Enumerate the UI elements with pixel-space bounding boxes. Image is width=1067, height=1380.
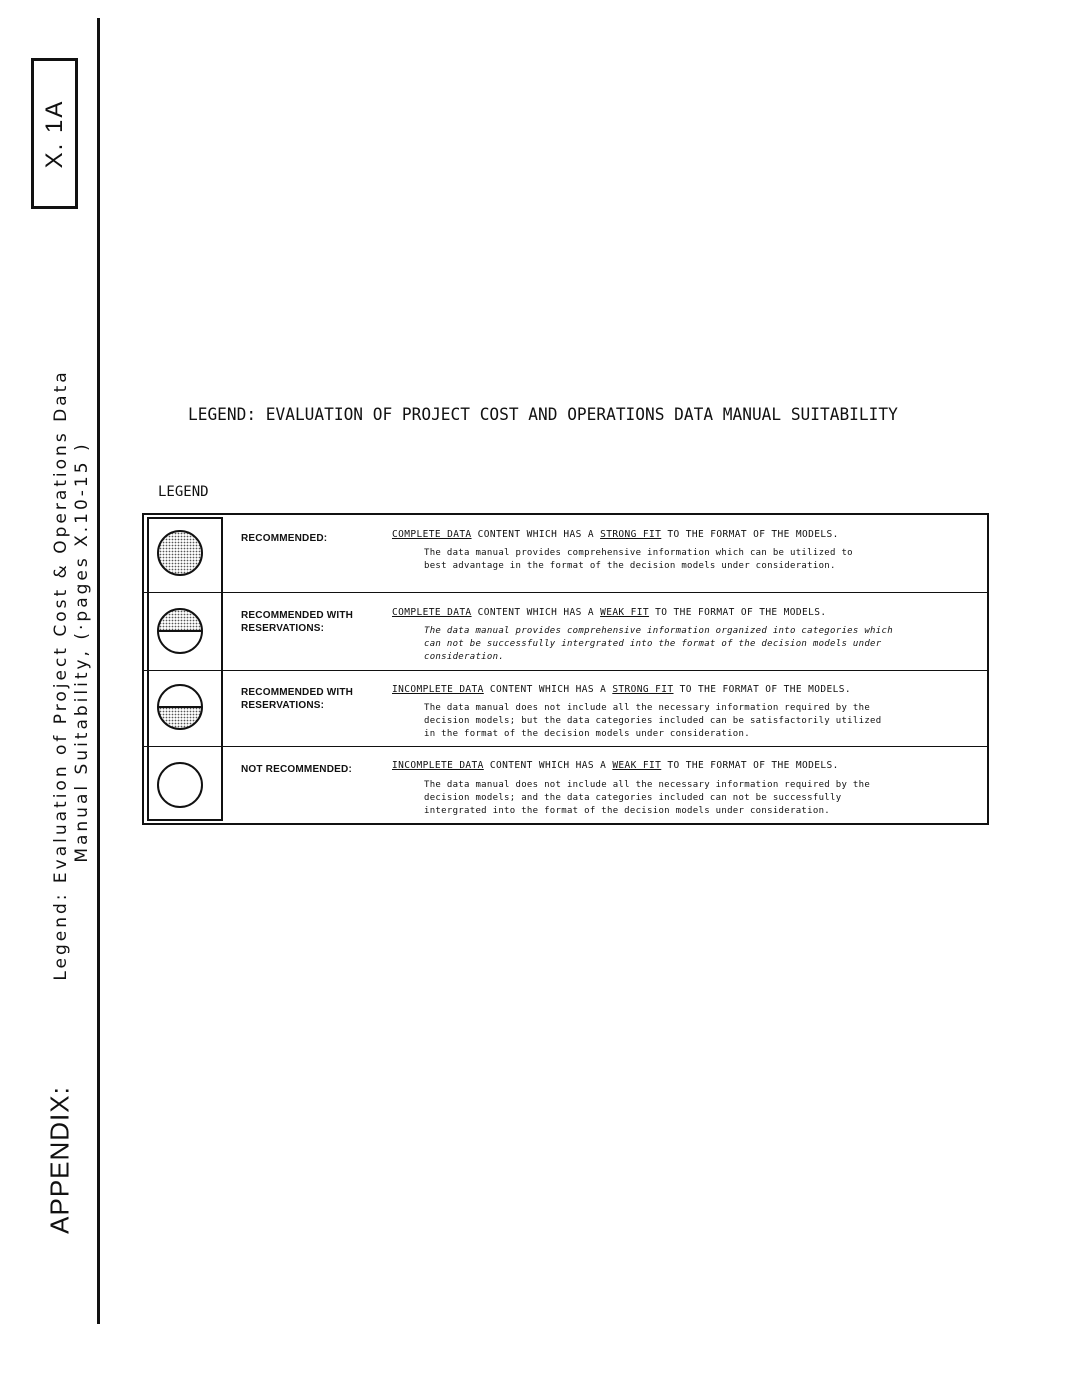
side-caption-line1: Legend: Evaluation of Project Cost & Operations Data	[51, 369, 71, 981]
side-caption	[51, 369, 93, 980]
circle-empty-icon	[156, 761, 204, 809]
legend-row-headline: COMPLETE DATA CONTENT WHICH HAS A WEAK FIT TO THE FORMAT OF THE MODELS.	[392, 607, 827, 618]
legend-row-label: RECOMMENDED:	[241, 533, 328, 544]
appendix-label: APPENDIX:	[44, 1086, 75, 1234]
legend-row-headline: INCOMPLETE DATA CONTENT WHICH HAS A STRONG FIT TO THE FORMAT OF THE MODELS.	[392, 684, 851, 695]
row-divider	[144, 592, 987, 593]
legend-row-label: RECOMMENDED WITH RESERVATIONS:	[241, 610, 354, 634]
row-divider	[144, 670, 987, 671]
circle-top-half-shaded-icon	[156, 607, 204, 655]
legend-row-headline: INCOMPLETE DATA CONTENT WHICH HAS A WEAK FIT TO THE FORMAT OF THE MODELS.	[392, 760, 839, 771]
legend-row-label: RECOMMENDED WITH RESERVATIONS:	[241, 687, 354, 711]
legend-row-label: NOT RECOMMENDED:	[241, 764, 352, 775]
legend-table	[142, 513, 989, 825]
legend-heading: LEGEND	[158, 484, 209, 500]
binding-rule	[97, 18, 100, 1324]
legend-row-description: The data manual provides comprehensive information which can be utilized to best advantage in the format of the decision models under consideration.	[424, 548, 853, 571]
page-id: X. 1A	[40, 99, 68, 168]
row-divider	[144, 746, 987, 747]
page-title: LEGEND: EVALUATION OF PROJECT COST AND OPERATIONS DATA MANUAL SUITABILITY	[188, 405, 898, 425]
legend-row-headline: COMPLETE DATA CONTENT WHICH HAS A STRONG FIT TO THE FORMAT OF THE MODELS.	[392, 529, 839, 540]
legend-row-description: The data manual provides comprehensive information organized into categories which can not be successfully intergrated into the format of the decision models under consideration.	[424, 626, 893, 662]
circle-bottom-half-shaded-icon	[156, 683, 204, 731]
page-id-box	[31, 58, 78, 209]
legend-row-description: The data manual does not include all the necessary information required by the decision models; but the data categories included can be satisfactorily utilized in the format of the decision models under consideration.	[424, 703, 882, 739]
circle-fully-shaded-icon	[156, 529, 204, 577]
side-caption-line2: Manual Suitability, (·pages X.10-15 )	[72, 441, 92, 863]
legend-row-description: The data manual does not include all the necessary information required by the decision models; and the data categories included can not be successfully intergrated into the format of the decision models under consideration.	[424, 780, 871, 816]
